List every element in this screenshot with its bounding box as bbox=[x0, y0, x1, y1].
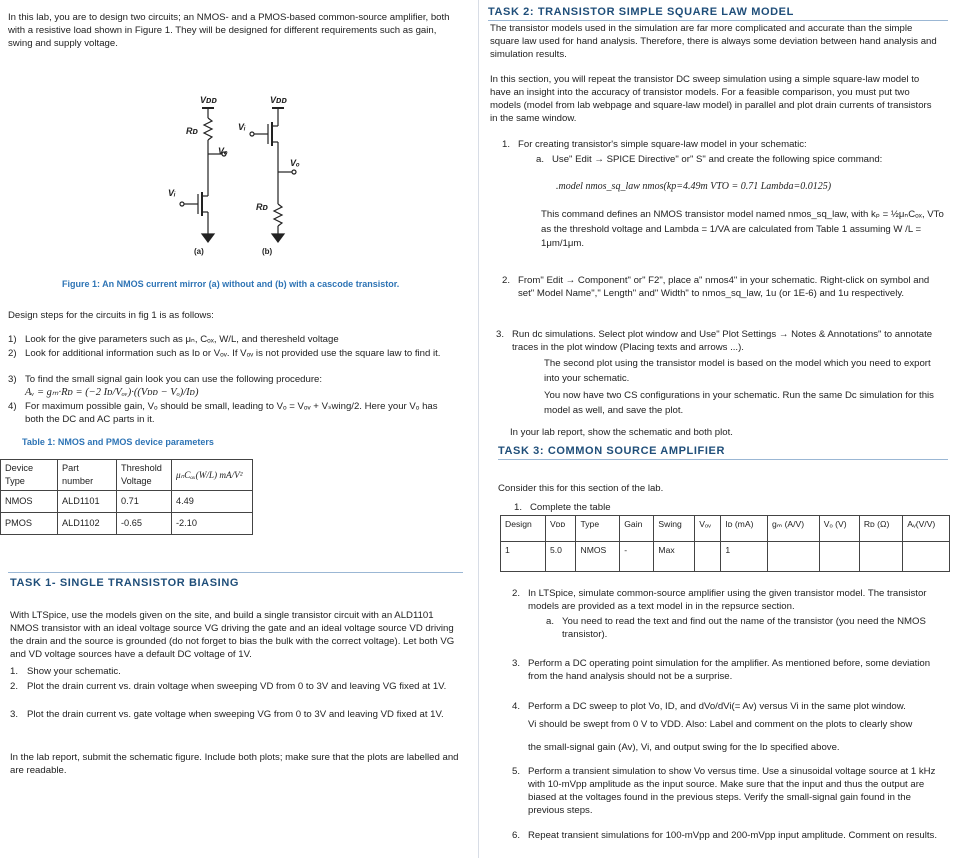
table-header-cell: Swing bbox=[654, 516, 695, 542]
item-number: 1. bbox=[514, 502, 523, 513]
task-2-item-3b: The second plot using the transistor model is based on the model which you need to export into your schematic. bbox=[544, 358, 931, 384]
item-number: 4. bbox=[512, 701, 521, 712]
table-header-cell: Threshold Voltage bbox=[117, 460, 172, 491]
item-text: Show your schematic. bbox=[27, 666, 121, 677]
label-b: (b) bbox=[262, 247, 273, 256]
table-cell: - bbox=[620, 542, 654, 572]
table-cell: 1 bbox=[501, 542, 546, 572]
task-2-para-2: In this section, you will repeat the transistor DC sweep simulation using a simple square-law model to have an insight into the accuracy of transistor models. For a feasible comparison, you must put two models (model from lab webpage and square-law model) in parallel and plot drain currents of transistors in the same window. bbox=[490, 74, 932, 124]
table-cell: NMOS bbox=[1, 491, 58, 513]
task-3-rule bbox=[498, 459, 948, 460]
task-3-item-4c: the small-signal gain (Av), Vi, and output swing for the Iᴅ specified above. bbox=[528, 742, 840, 753]
task-1-footer: In the lab report, submit the schematic figure. Include both plots; make sure that the plots are labelled and are readable. bbox=[10, 752, 459, 776]
table-cell: -2.10 bbox=[172, 513, 253, 535]
item-letter: a. bbox=[536, 154, 545, 165]
device-parameters-table bbox=[0, 459, 253, 535]
item-number: 3. bbox=[496, 329, 505, 340]
spice-command: .model nmos_sq_law nmos(kp=4.49m VTO = 0.71 Lambda=0.0125) bbox=[556, 181, 832, 192]
table-header-cell: Rᴅ (Ω) bbox=[859, 516, 902, 542]
intro-paragraph: In this lab, you are to design two circuits; an NMOS- and a PMOS-based common-source amplifier, both with a resistive load shown in Figure 1. They will be designed for different requirements such as gain, swing and supply voltage. bbox=[8, 12, 450, 49]
vi-label-b: Vᵢ bbox=[238, 122, 246, 132]
table-cell: PMOS bbox=[1, 513, 58, 535]
task-2-item-2: From" Edit → Component" or" F2", place a" nmos4" in your schematic. Right-click on symbol and set" Model Name"," Length" and" Width" to nmos_sq_law, 1u (or 1E-6) and 1u respectively. bbox=[518, 275, 930, 299]
task-3-intro: Consider this for this section of the lab. bbox=[498, 483, 664, 494]
item-number: 6. bbox=[512, 830, 521, 841]
table-cell bbox=[859, 542, 902, 572]
item-number: 2. bbox=[10, 681, 19, 692]
task-2-item-3: Run dc simulations. Select plot window and Use" Plot Settings → Notes & Annotations" to annotate traces in the plot window (Placing texts and arrows ...). bbox=[512, 329, 933, 353]
table-cell: ALD1101 bbox=[58, 491, 117, 513]
task-3-item-6: Repeat transient simulations for 100-mVpp and 200-mVpp input amplitude. Comment on results. bbox=[528, 830, 938, 841]
vdd-label-b: Vᴅᴅ bbox=[270, 95, 287, 105]
table-1-caption: Table 1: NMOS and PMOS device parameters bbox=[22, 437, 214, 447]
table-header-cell: Device Type bbox=[1, 460, 58, 491]
item-text: Plot the drain current vs. gate voltage when sweeping VG from 0 to 3V and leaving VD fixed at 1V. bbox=[27, 709, 444, 720]
gain-formula: Aᵥ = gₘ·Rᴅ = (−2 Iᴅ/Vₒᵥ)·((Vᴅᴅ − Vₒ)/Iᴅ) bbox=[25, 387, 199, 398]
task-2-define-text: This command defines an NMOS transistor model named nmos_sq_law, with kₚ = ½μₙCₒₓ, VTo as the threshold voltage and Lambda = 1/VA are calculated from Table 1 assuming W /L = 1μm/1μm. bbox=[541, 209, 944, 249]
task-3-item-4b: Vi should be swept from 0 V to VDD. Also: Label and comment on the plots to clearly show bbox=[528, 719, 913, 730]
step-number: 4) bbox=[8, 401, 17, 412]
item-number: 5. bbox=[512, 766, 521, 777]
task-3-item-4a: Perform a DC sweep to plot Vo, ID, and dVo/dVi(= Av) versus Vi in the same plot window. bbox=[528, 701, 906, 712]
table-header-cell: Type bbox=[576, 516, 620, 542]
item-letter: a. bbox=[546, 616, 555, 627]
table-header-cell: Part number bbox=[58, 460, 117, 491]
table-cell bbox=[903, 542, 950, 572]
task-2-rule bbox=[488, 20, 948, 21]
table-cell: 0.71 bbox=[117, 491, 172, 513]
rd-label-a: Rᴅ bbox=[186, 126, 198, 136]
task-1-heading: TASK 1- SINGLE TRANSISTOR BIASING bbox=[10, 577, 240, 589]
table-header-cell: Iᴅ (mA) bbox=[721, 516, 768, 542]
vi-label-a: Vᵢ bbox=[168, 188, 176, 198]
task-2-para-1: The transistor models used in the simulation are far more complicated and accurate than the simple square law used for hand analysis. Therefore, there is always some deviation between hand analysis and simulation results. bbox=[490, 23, 937, 60]
table-header-cell: gₘ (A/V) bbox=[768, 516, 820, 542]
vo-label-a: Vₒ bbox=[218, 146, 228, 156]
common-source-table bbox=[500, 515, 950, 572]
task-2-report: In your lab report, show the schematic and both plot. bbox=[510, 427, 733, 438]
right-column bbox=[488, 0, 954, 858]
item-number: 2. bbox=[512, 588, 521, 599]
task-3-item-3: Perform a DC operating point simulation for the amplifier. As mentioned before, some deviation from the hand analysis should not be a surprise. bbox=[528, 658, 931, 682]
task-3-item-2a: You need to read the text and find out the name of the transistor (you need the NMOS transistor). bbox=[562, 616, 926, 640]
item-number: 1. bbox=[10, 666, 19, 677]
step-text: Look for additional information such as Iᴅ or Vₒᵥ. If Vₒᵥ is not provided use the square law to find it. bbox=[25, 348, 441, 359]
item-number: 3. bbox=[512, 658, 521, 669]
left-column bbox=[5, 0, 463, 858]
table-cell: 4.49 bbox=[172, 491, 253, 513]
step-text: Look for the give parameters such as μₙ, Cₒₓ, W/L, and theresheld voltage bbox=[25, 334, 339, 345]
design-steps-heading: Design steps for the circuits in fig 1 is as follows: bbox=[8, 310, 214, 321]
task-3-heading: TASK 3: COMMON SOURCE AMPLIFIER bbox=[498, 445, 725, 457]
table-cell bbox=[819, 542, 859, 572]
table-row bbox=[501, 542, 950, 572]
table-cell bbox=[695, 542, 721, 572]
task-1-rule bbox=[8, 572, 463, 573]
figure-caption: Figure 1: An NMOS current mirror (a) without and (b) with a cascode transistor. bbox=[62, 279, 400, 289]
vo-label-b: Vₒ bbox=[290, 158, 300, 168]
task-2-item-1: For creating transistor's simple square-law model in your schematic: bbox=[518, 139, 807, 150]
table-header-cell: Vₒ (V) bbox=[819, 516, 859, 542]
table-header-cell: Gain bbox=[620, 516, 654, 542]
item-number: 3. bbox=[10, 709, 19, 720]
table-header-cell: Design bbox=[501, 516, 546, 542]
step-number: 3) bbox=[8, 374, 17, 385]
rd-label-b: Rᴅ bbox=[256, 202, 268, 212]
step-number: 2) bbox=[8, 348, 17, 359]
task-1-body: With LTSpice, use the models given on the site, and build a single transistor circuit with an ALD1101 NMOS transistor with an ideal voltage source VG driving the gate and an ideal voltage source VD driving the drain and the source is grounded (do not forget to bias the bulk with the correct voltage). Let both VG and VD voltage sources have a default DC voltage of 1V. bbox=[10, 610, 455, 660]
step-text: To find the small signal gain look you can use the following procedure: bbox=[25, 374, 323, 385]
table-cell: 1 bbox=[721, 542, 768, 572]
task-3-item-1: Complete the table bbox=[530, 502, 611, 513]
table-cell: 5.0 bbox=[546, 542, 576, 572]
table-cell: Max bbox=[654, 542, 695, 572]
table-row bbox=[1, 491, 253, 513]
table-header-cell: Vᴅᴅ bbox=[546, 516, 576, 542]
step-number: 1) bbox=[8, 334, 17, 345]
task-2-item-1a: Use" Edit → SPICE Directive" or" S" and create the following spice command: bbox=[552, 154, 883, 165]
figure-1-schematic bbox=[158, 92, 318, 262]
task-2-heading: TASK 2: TRANSISTOR SIMPLE SQUARE LAW MODEL bbox=[488, 6, 794, 18]
table-row bbox=[1, 513, 253, 535]
step-text: For maximum possible gain, Vₒ should be small, leading to Vₒ = Vₒᵥ + Vₛwing/2. Here your Vₒ has both the DC and AC parts in it. bbox=[25, 401, 438, 425]
table-cell: ALD1102 bbox=[58, 513, 117, 535]
table-header-cell: μₙCₒₓ(W/L) mA/V² bbox=[172, 460, 253, 491]
table-cell bbox=[768, 542, 820, 572]
task-3-item-2: In LTSpice, simulate common-source amplifier using the given transistor model. The transistor models are provided as a text model in in the repsurce section. bbox=[528, 588, 927, 612]
item-text: Plot the drain current vs. drain voltage when sweeping VD from 0 to 3V and leaving VG fixed at 1V. bbox=[27, 681, 447, 692]
vdd-label-a: Vᴅᴅ bbox=[200, 95, 217, 105]
table-header-row bbox=[501, 516, 950, 542]
item-number: 2. bbox=[502, 275, 511, 286]
table-cell: NMOS bbox=[576, 542, 620, 572]
task-3-item-5: Perform a transient simulation to show Vo versus time. Use a sinusoidal voltage source at 1 kHz with 10-mVpp amplitude as the input source. Make sure that the input and thus the output are biased at the voltages found in the previous steps. Verify the small-signal gain found in the previous steps. bbox=[528, 766, 936, 816]
table-header-cell: Aᵥ(V/V) bbox=[903, 516, 950, 542]
table-cell: -0.65 bbox=[117, 513, 172, 535]
table-header-row bbox=[1, 460, 253, 491]
item-number: 1. bbox=[502, 139, 511, 150]
label-a: (a) bbox=[194, 247, 204, 256]
table-header-cell: Vₒᵥ bbox=[695, 516, 721, 542]
task-2-item-3c: You now have two CS configurations in your schematic. Run the same Dc simulation for this model as well, and save the plot. bbox=[544, 390, 934, 416]
column-divider bbox=[478, 0, 479, 858]
